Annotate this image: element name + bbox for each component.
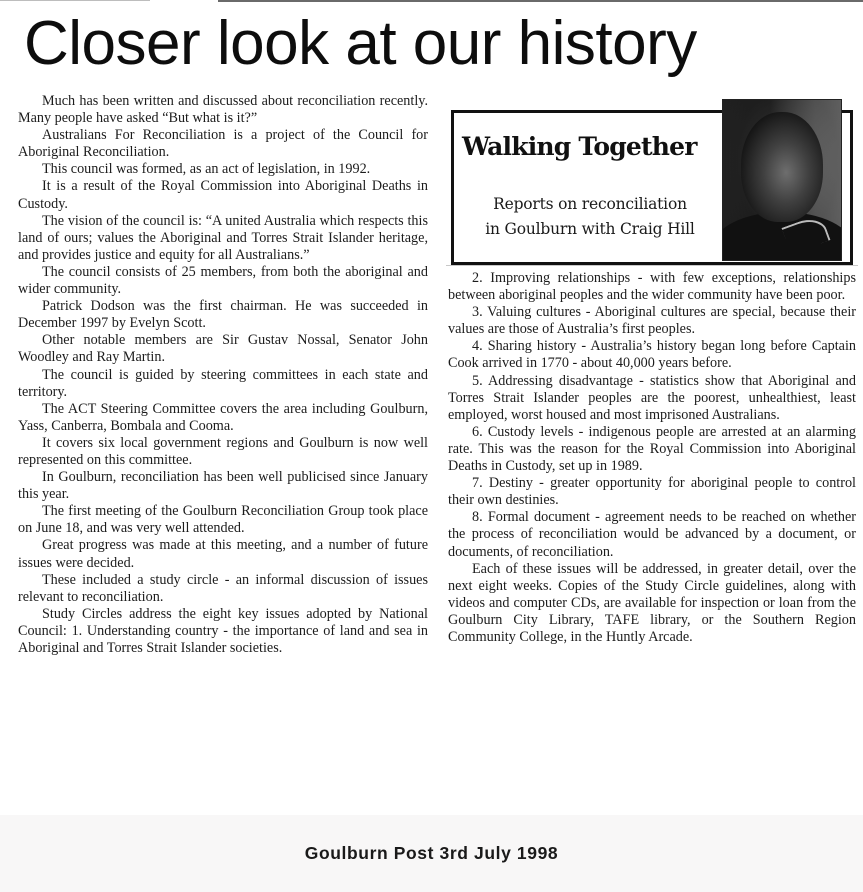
paragraph: The council is guided by steering committees in each state and territory. bbox=[18, 366, 428, 400]
paragraph: Patrick Dodson was the first chairman. He was succeeded in December 1997 by Evelyn Scott. bbox=[18, 298, 428, 332]
source-citation: Goulburn Post 3rd July 1998 bbox=[304, 843, 559, 863]
paragraph: These included a study circle - an informal discussion of issues relevant to reconciliation. bbox=[18, 571, 428, 605]
article-headline: Closer look at our history bbox=[24, 9, 697, 78]
paragraph: Much has been written and discussed about reconciliation recently. Many people have asked “But what is it?” bbox=[18, 93, 428, 127]
paragraph: Great progress was made at this meeting, and a number of future issues were decided. bbox=[18, 537, 428, 571]
paragraph: Other notable members are Sir Gustav Nossal, Senator John Woodley and Ray Martin. bbox=[18, 332, 428, 366]
paragraph: The council consists of 25 members, from both the aboriginal and wider community. bbox=[18, 263, 428, 298]
right-column bbox=[448, 270, 856, 646]
paragraph: It covers six local government regions and Goulburn is now well represented on this committee. bbox=[18, 434, 428, 468]
paragraph: Australians For Reconciliation is a project of the Council for Aboriginal Reconciliation. bbox=[18, 127, 428, 161]
paragraph: This council was formed, as an act of legislation, in 1992. bbox=[42, 161, 371, 178]
columnist-photo bbox=[722, 99, 842, 261]
column-divider-rule bbox=[446, 265, 858, 266]
paragraph: The ACT Steering Committee covers the area including Goulburn, Yass, Canberra, Bombala and Cooma. bbox=[18, 400, 428, 434]
paragraph: 3. Valuing cultures - Aboriginal cultures are special, because their values are those of Australia’s first peoples. bbox=[448, 304, 856, 338]
paragraph: Study Circles address the eight key issues adopted by National Council: 1. Understanding country - the importance of land and sea in Aboriginal and Torres Strait Islander societies. bbox=[18, 605, 428, 656]
photo-head bbox=[741, 112, 823, 222]
feature-subtitle-line-2: in Goulburn with Craig Hill bbox=[485, 220, 695, 238]
feature-title: Walking Together bbox=[462, 132, 697, 161]
paragraph: 4. Sharing history - Australia’s history began long before Captain Cook arrived in 1770 - about 40,000 years before. bbox=[448, 338, 856, 372]
top-rule-left bbox=[0, 0, 150, 1]
paragraph: 7. Destiny - greater opportunity for aboriginal people to control their own destinies. bbox=[448, 475, 856, 509]
feature-subtitle-line-1: Reports on reconciliation bbox=[493, 195, 687, 213]
paragraph: The first meeting of the Goulburn Reconciliation Group took place on June 18, and was very well attended. bbox=[18, 503, 428, 537]
paragraph: 8. Formal document - agreement needs to be reached on whether the process of reconciliation would be advanced by a document, or documents, of reconciliation. bbox=[448, 509, 856, 560]
paragraph: It is a result of the Royal Commission into Aboriginal Deaths in Custody. bbox=[18, 178, 428, 212]
feature-subtitle bbox=[462, 192, 718, 242]
paragraph: 2. Improving relationships - with few exceptions, relationships between aboriginal peoples and the wider community have been poor. bbox=[448, 270, 856, 304]
paragraph: In Goulburn, reconciliation has been well publicised since January this year. bbox=[18, 469, 428, 503]
top-rule-right bbox=[218, 0, 863, 2]
paragraph: 5. Addressing disadvantage - statistics show that Aboriginal and Torres Strait Islander peoples are the poorest, unhealthiest, least employed, worst housed and most imprisoned Australians. bbox=[448, 372, 856, 423]
paragraph: The vision of the council is: “A united Australia which respects this land of ours; values the Aboriginal and Torres Strait Islander heritage, and provides justice and equity for all Australians.” bbox=[18, 212, 428, 263]
paragraph: 6. Custody levels - indigenous people are arrested at an alarming rate. This was the reason for the Royal Commission into Aboriginal Deaths in Custody, set up in 1989. bbox=[448, 423, 856, 475]
left-column bbox=[18, 93, 428, 657]
paragraph: Each of these issues will be addressed, in greater detail, over the next eight weeks. Copies of the Study Circle guidelines, along with videos and computer CDs, are available for inspection or loan from the Goulburn City Library, TAFE library, or the Southern Region Community College, in the Huntly Arcade. bbox=[448, 560, 856, 645]
